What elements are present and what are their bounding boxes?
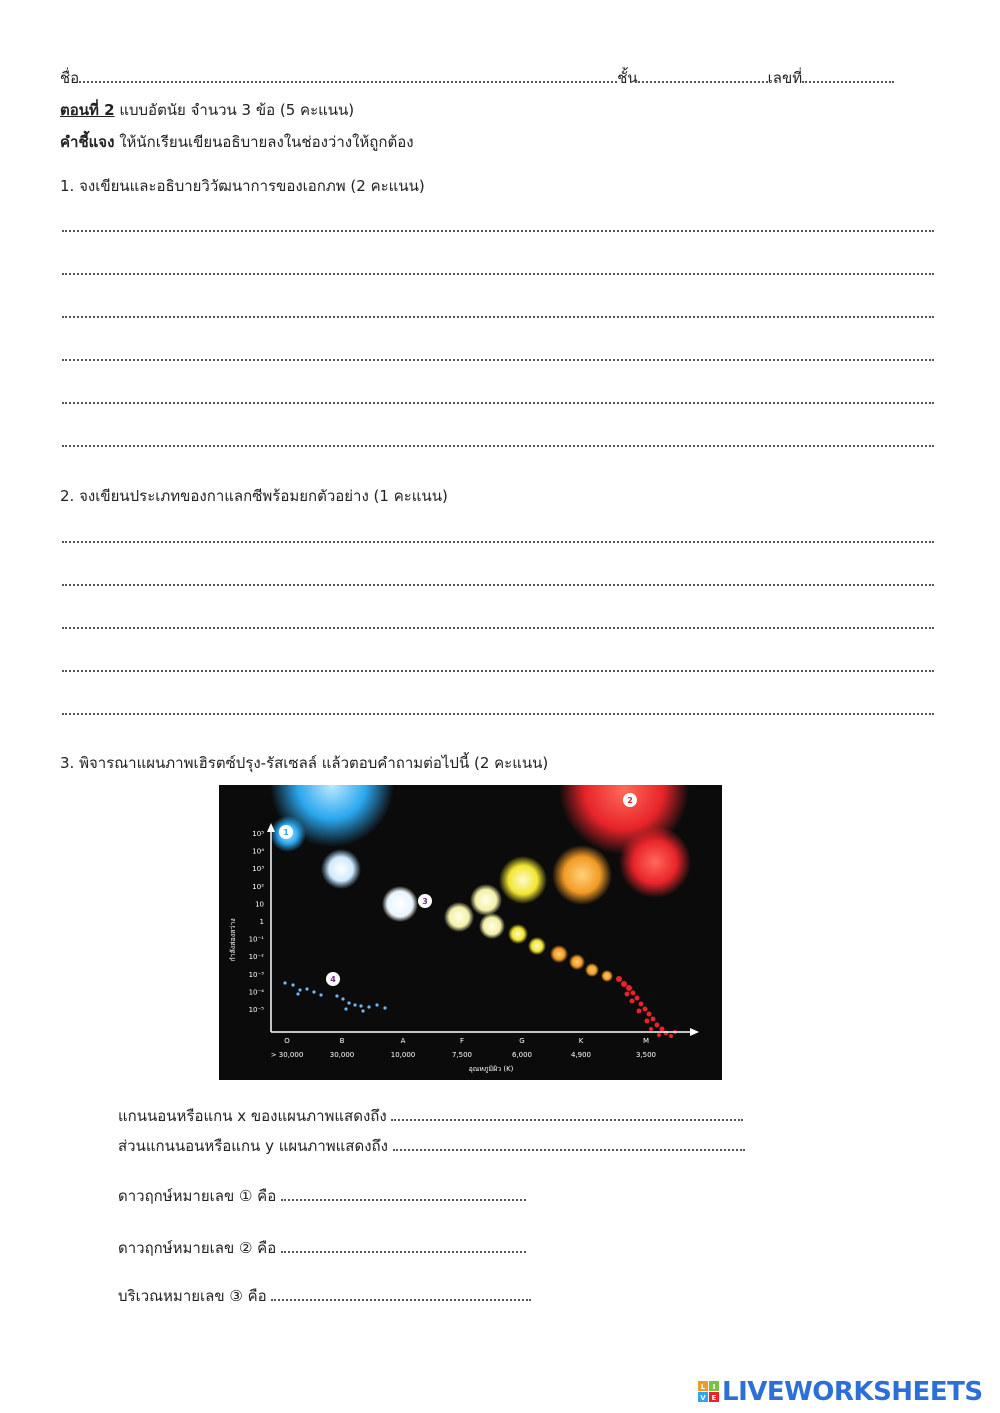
star2-question xyxy=(118,1236,526,1260)
spectral-class-label: B xyxy=(339,1037,345,1045)
main-seq-star xyxy=(569,954,585,970)
part-title-rest: แบบอัตนัย จำนวน 3 ข้อ (5 คะแนน) xyxy=(119,101,355,119)
svg-text:3: 3 xyxy=(422,897,428,906)
spectral-class-label: F xyxy=(459,1037,465,1045)
class-field[interactable] xyxy=(638,67,768,83)
temperature-label: 4,900 xyxy=(570,1051,592,1059)
number-label: เลขที่ xyxy=(767,69,803,87)
instruction-label: คำชี้แจง xyxy=(60,133,115,151)
class-label: ชั้น xyxy=(617,69,638,87)
hr-diagram xyxy=(219,785,722,1080)
y-tick-label: 10⁻³ xyxy=(248,970,264,979)
temperature-label: 10,000 xyxy=(390,1051,416,1059)
pale-star-a xyxy=(470,884,502,916)
logo-badge-icon xyxy=(698,1381,720,1403)
star1-question-text: ดาวฤกษ์หมายเลข ① คือ xyxy=(118,1187,277,1205)
answer-line[interactable] xyxy=(62,316,934,318)
answer-line[interactable] xyxy=(62,713,934,715)
light-blue-star xyxy=(321,849,361,889)
question-3: 3. พิจารณาแผนภาพเฮิรตซ์ปรุง-รัสเซลล์ แล้วตอบคำถามต่อไปนี้ (2 คะแนน) xyxy=(60,754,549,772)
name-row xyxy=(60,66,894,90)
x-axis-arrow xyxy=(690,1028,699,1036)
y-axis-label: กำลังส่องสว่าง xyxy=(229,918,237,962)
area3-question xyxy=(118,1284,531,1308)
temperature-label: 3,500 xyxy=(635,1051,657,1059)
name-label: ชื่อ xyxy=(60,69,80,87)
star2-answer-field[interactable] xyxy=(281,1237,526,1253)
main-seq-star xyxy=(550,945,568,963)
x-axis-question-text: แกนนอนหรือแกน x ของแผนภาพแสดงถึง xyxy=(118,1107,387,1125)
star1-answer-field[interactable] xyxy=(281,1185,526,1201)
y-tick-label: 10⁻¹ xyxy=(248,935,264,944)
orange-giant xyxy=(552,845,612,905)
temperature-label: 6,000 xyxy=(511,1051,533,1059)
number-field[interactable] xyxy=(802,67,894,83)
spectral-class-label: K xyxy=(578,1037,584,1045)
marker-2 xyxy=(623,793,637,807)
y-tick-label: 10³ xyxy=(252,865,264,874)
red-giant xyxy=(619,826,691,898)
temperature-label: 30,000 xyxy=(329,1051,355,1059)
y-tick-label: 10⁻⁴ xyxy=(248,988,264,997)
temperature-label: 7,500 xyxy=(451,1051,473,1059)
answer-line[interactable] xyxy=(62,359,934,361)
main-seq-star xyxy=(528,937,546,955)
temperature-label: > 30,000 xyxy=(270,1051,304,1059)
y-tick-label: 10⁻² xyxy=(248,953,264,962)
area3-question-text: บริเวณหมายเลข ③ คือ xyxy=(118,1287,267,1305)
red-dwarf-cluster xyxy=(616,976,677,1038)
answer-line[interactable] xyxy=(62,273,934,275)
marker-4 xyxy=(326,972,340,986)
instruction-text: ให้นักเรียนเขียนอธิบายลงในช่องว่างให้ถูกต้อง xyxy=(119,133,414,151)
question-1: 1. จงเขียนและอธิบายวิวัฒนาการของเอกภพ (2 คะแนน) xyxy=(60,177,425,195)
svg-text:4: 4 xyxy=(330,975,336,984)
logo-text: LIVEWORKSHEETS xyxy=(722,1377,983,1407)
y-tick-label: 10² xyxy=(252,882,264,891)
x-axis-label: อุณหภูมิผิว (K) xyxy=(468,1065,514,1073)
question-2: 2. จงเขียนประเภทของกาแลกซีพร้อมยกตัวอย่าง (1 คะแนน) xyxy=(60,487,448,505)
spectral-class-label: M xyxy=(642,1037,650,1045)
star1-question xyxy=(118,1184,526,1208)
liveworksheets-logo[interactable] xyxy=(698,1378,983,1406)
answer-line[interactable] xyxy=(62,445,934,447)
spectral-class-label: A xyxy=(400,1037,406,1045)
answer-line[interactable] xyxy=(62,584,934,586)
main-seq-star xyxy=(601,970,613,982)
white-dwarf-cluster xyxy=(283,981,386,1012)
y-axis-answer-field[interactable] xyxy=(393,1135,745,1151)
name-field[interactable] xyxy=(79,67,617,83)
marker-1 xyxy=(279,825,293,839)
x-axis-answer-field[interactable] xyxy=(391,1105,743,1121)
star2-question-text: ดาวฤกษ์หมายเลข ② คือ xyxy=(118,1239,277,1257)
main-seq-star xyxy=(585,963,599,977)
hr-diagram-svg xyxy=(219,785,722,1080)
spectral-class-label: O xyxy=(284,1037,290,1045)
pale-star-c xyxy=(479,913,505,939)
marker-3 xyxy=(418,894,432,908)
answer-line[interactable] xyxy=(62,541,934,543)
svg-text:L: L xyxy=(700,1383,706,1391)
y-tick-labels xyxy=(249,830,265,1014)
white-star xyxy=(382,886,418,922)
x-tick-labels xyxy=(271,1037,656,1059)
y-axis-question-text: ส่วนแกนนอนหรือแกน y แผนภาพแสดงถึง xyxy=(118,1137,388,1155)
answer-line[interactable] xyxy=(62,230,934,232)
y-tick-label: 10 xyxy=(255,900,264,909)
svg-text:V: V xyxy=(700,1394,706,1402)
svg-text:1: 1 xyxy=(283,828,289,837)
answer-line[interactable] xyxy=(62,627,934,629)
answer-line[interactable] xyxy=(62,670,934,672)
svg-text:E: E xyxy=(711,1394,717,1402)
pale-star-b xyxy=(444,902,474,932)
y-tick-label: 10⁻⁵ xyxy=(248,1006,264,1014)
y-tick-label: 10⁵ xyxy=(252,830,264,838)
x-axis-question xyxy=(118,1104,743,1128)
y-tick-label: 1 xyxy=(259,918,264,926)
instruction xyxy=(60,130,414,154)
main-seq-star xyxy=(508,924,528,944)
y-axis-question xyxy=(118,1134,745,1158)
answer-line[interactable] xyxy=(62,402,934,404)
spectral-class-label: G xyxy=(519,1037,525,1045)
part-heading xyxy=(60,98,354,122)
svg-text:2: 2 xyxy=(627,796,633,805)
y-tick-label: 10⁴ xyxy=(252,847,264,856)
svg-text:I: I xyxy=(712,1383,716,1391)
yellow-giant xyxy=(499,856,547,904)
part-title: ตอนที่ 2 xyxy=(60,101,115,119)
area3-answer-field[interactable] xyxy=(271,1285,531,1301)
